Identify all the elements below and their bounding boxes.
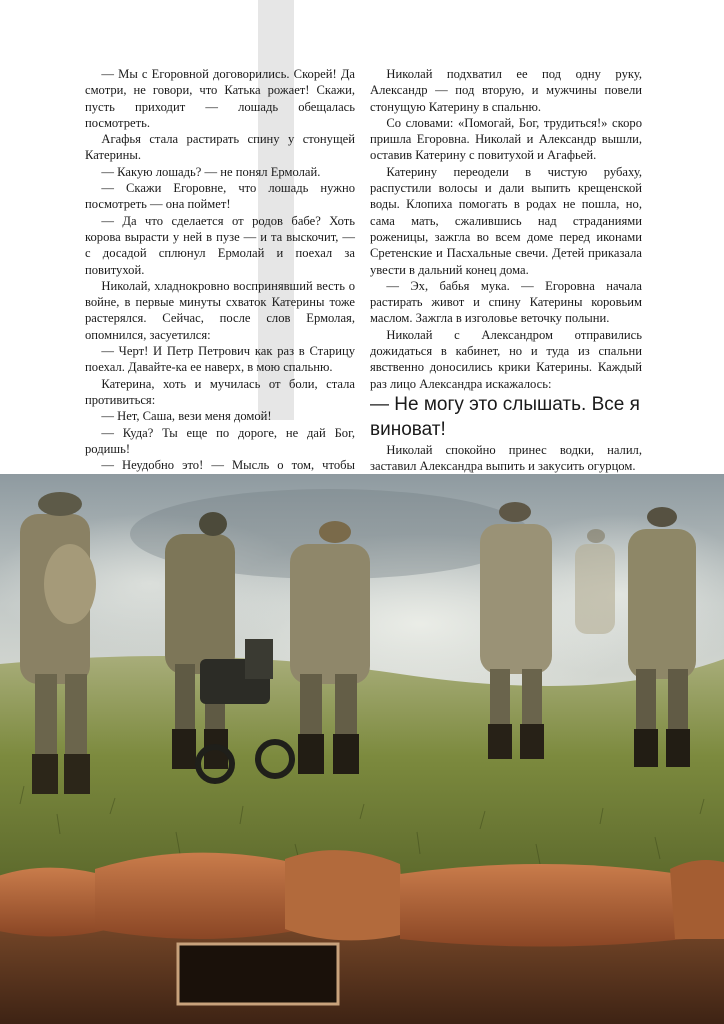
paragraph: — Черт! И Петр Петрович как раз в Старицу поехал. Давайте-ка ее наверх, в мою спальню.: [85, 344, 355, 375]
paragraph: — Эх, бабья мука. — Егоровна начала растирать живот и спину Катерины коровьим маслом. Зажгла в изголовье веточку полыни.: [370, 278, 642, 326]
paragraph: Николай спокойно принес водки, налил, заставил Александра выпить и закусить огурцом.: [370, 442, 642, 474]
paragraph: — Да что сделается от родов бабе? Хоть корова вырасти у ней в пузе — и та выскочит, — с досадой сплюнул Ермолай и поехал за повитухой.: [85, 213, 355, 277]
left-text-column: [85, 66, 355, 539]
paragraph: Катерина, хоть и мучилась от боли, стала противиться:: [85, 376, 355, 407]
paragraph: — Неудобно это! — Мысль о том, чтобы: [101, 458, 355, 473]
trench-window: [178, 944, 338, 1004]
paragraph: Николай с Александром отправились дожидаться в кабинет, но и туда из спальни явственно доносились крики Катерины. Каждый раз лицо Александра искажалось:: [370, 327, 642, 391]
paragraph: — Нет, Саша, вези меня домой!: [101, 409, 272, 424]
paragraph: Николай, хладнокровно воспринявший весть о войне, в первые минуты схваток Катерины тоже растерялся. Сейчас, после слов Ермолая, опомнился, засуетился:: [85, 278, 355, 342]
right-text-column: [370, 66, 642, 507]
paragraph: — Мы с Егоровной договорились. Скорей! Да смотри, не говори, что Катька рожает! Скажи, пусть приходит — лошадь обещалась посмотреть.: [85, 67, 355, 130]
pull-quote: — Не могу это слышать. Все я виноват!: [370, 393, 640, 440]
paragraph: — Какую лошадь? — не понял Ермолай.: [101, 164, 321, 179]
paragraph: Со словами: «Помогай, Бог, трудиться!» скоро пришла Егоровна. Николай и Александр вышли, оставив Катерину с повитухой и Агафьей.: [370, 115, 642, 163]
paragraph: — Куда? Ты еще по дороге, не дай Бог, родишь!: [85, 425, 355, 456]
soldiers-photo: [0, 474, 724, 1024]
paragraph: Катерину переодели в чистую рубаху, распустили волосы и дали выпить крещенской воды. Клопиха помогать в родах не пошла, но, сама мать, сжалившись над страданиями роженицы, зажгла во всем доме перед иконами Сретенские и Пасхальные свечи. Детей приказала увести в дальний конец дома.: [370, 164, 642, 277]
paragraph: Агафья стала растирать спину у стонущей Катерины.: [85, 132, 355, 163]
paragraph: — Скажи Егоровне, что лошадь нужно посмотреть — она поймет!: [85, 181, 355, 212]
paragraph: Николай подхватил ее под одну руку, Александр — под вторую, и мужчины повели стонущую Катерину в спальню.: [370, 67, 642, 114]
soldiers-illustration: [0, 474, 724, 1024]
